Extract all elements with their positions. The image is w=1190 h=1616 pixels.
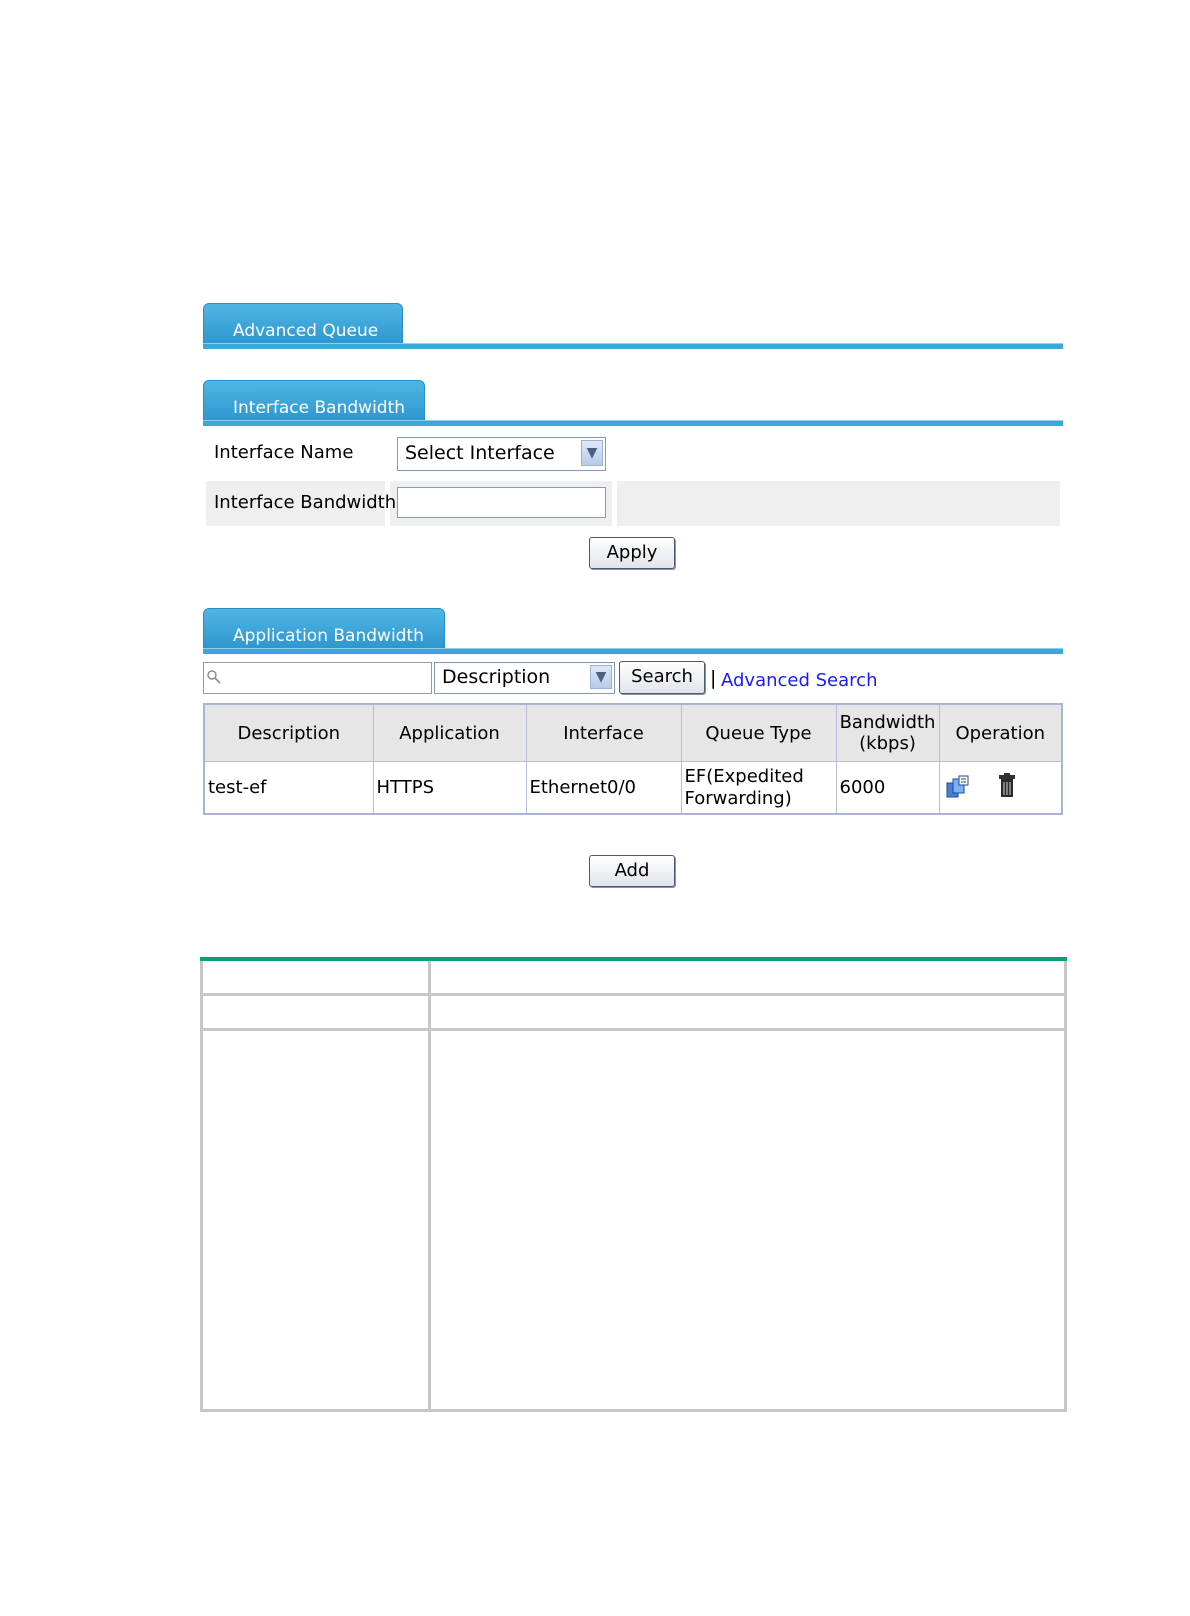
- table-row-divider: [200, 993, 1067, 996]
- cell-queue-type: EF(Expedited Forwarding): [681, 762, 836, 815]
- interface-bandwidth-input[interactable]: [397, 487, 606, 518]
- column-header-operation: Operation: [939, 704, 1062, 762]
- table-border-bottom: [200, 1409, 1067, 1412]
- application-bandwidth-header: [203, 608, 1063, 654]
- cell-application: HTTPS: [373, 762, 526, 815]
- table-row-divider: [200, 1028, 1067, 1031]
- advanced-queue-header: [203, 303, 1063, 349]
- cell-interface: Ethernet0/0: [526, 762, 681, 815]
- delete-icon[interactable]: [997, 773, 1017, 799]
- search-button[interactable]: Search: [619, 661, 705, 694]
- search-field-value: Description: [442, 666, 551, 688]
- table-header-row: [204, 704, 1062, 762]
- cell-bandwidth: 6000: [836, 762, 939, 815]
- search-input[interactable]: [203, 662, 432, 694]
- column-header-interface[interactable]: Interface: [526, 704, 681, 762]
- tab-advanced-queue[interactable]: Advanced Queue: [203, 303, 403, 347]
- edit-icon[interactable]: [945, 774, 971, 800]
- column-header-queue-type[interactable]: Queue Type: [681, 704, 836, 762]
- column-header-bandwidth[interactable]: Bandwidth (kbps): [836, 704, 939, 762]
- search-icon: [206, 669, 222, 685]
- table-row: [204, 762, 1062, 815]
- column-header-description[interactable]: Description: [204, 704, 373, 762]
- tab-underline: [203, 648, 1063, 654]
- chevron-down-icon[interactable]: ▼: [581, 440, 603, 466]
- application-bandwidth-table: [203, 703, 1063, 815]
- column-header-application[interactable]: Application: [373, 704, 526, 762]
- add-button[interactable]: Add: [589, 855, 675, 887]
- empty-cell-bg: [617, 481, 1060, 526]
- tab-underline: [203, 343, 1063, 349]
- interface-bandwidth-label: Interface Bandwidth: [214, 492, 397, 513]
- interface-bandwidth-header: [203, 380, 1063, 426]
- tab-interface-bandwidth[interactable]: Interface Bandwidth: [203, 380, 425, 424]
- tab-underline: [203, 420, 1063, 426]
- table-top-rule: [200, 957, 1067, 961]
- interface-select[interactable]: [397, 437, 606, 471]
- tab-application-bandwidth[interactable]: Application Bandwidth: [203, 608, 445, 652]
- advanced-search-link[interactable]: Advanced Search: [721, 670, 878, 691]
- cell-description: test-ef: [204, 762, 373, 815]
- separator: |: [710, 667, 717, 689]
- cell-operation: [939, 762, 1062, 815]
- search-field-select[interactable]: [434, 662, 615, 694]
- interface-name-label: Interface Name: [214, 442, 354, 463]
- interface-select-value: Select Interface: [405, 442, 555, 464]
- chevron-down-icon[interactable]: ▼: [590, 665, 612, 689]
- apply-button[interactable]: Apply: [589, 537, 675, 569]
